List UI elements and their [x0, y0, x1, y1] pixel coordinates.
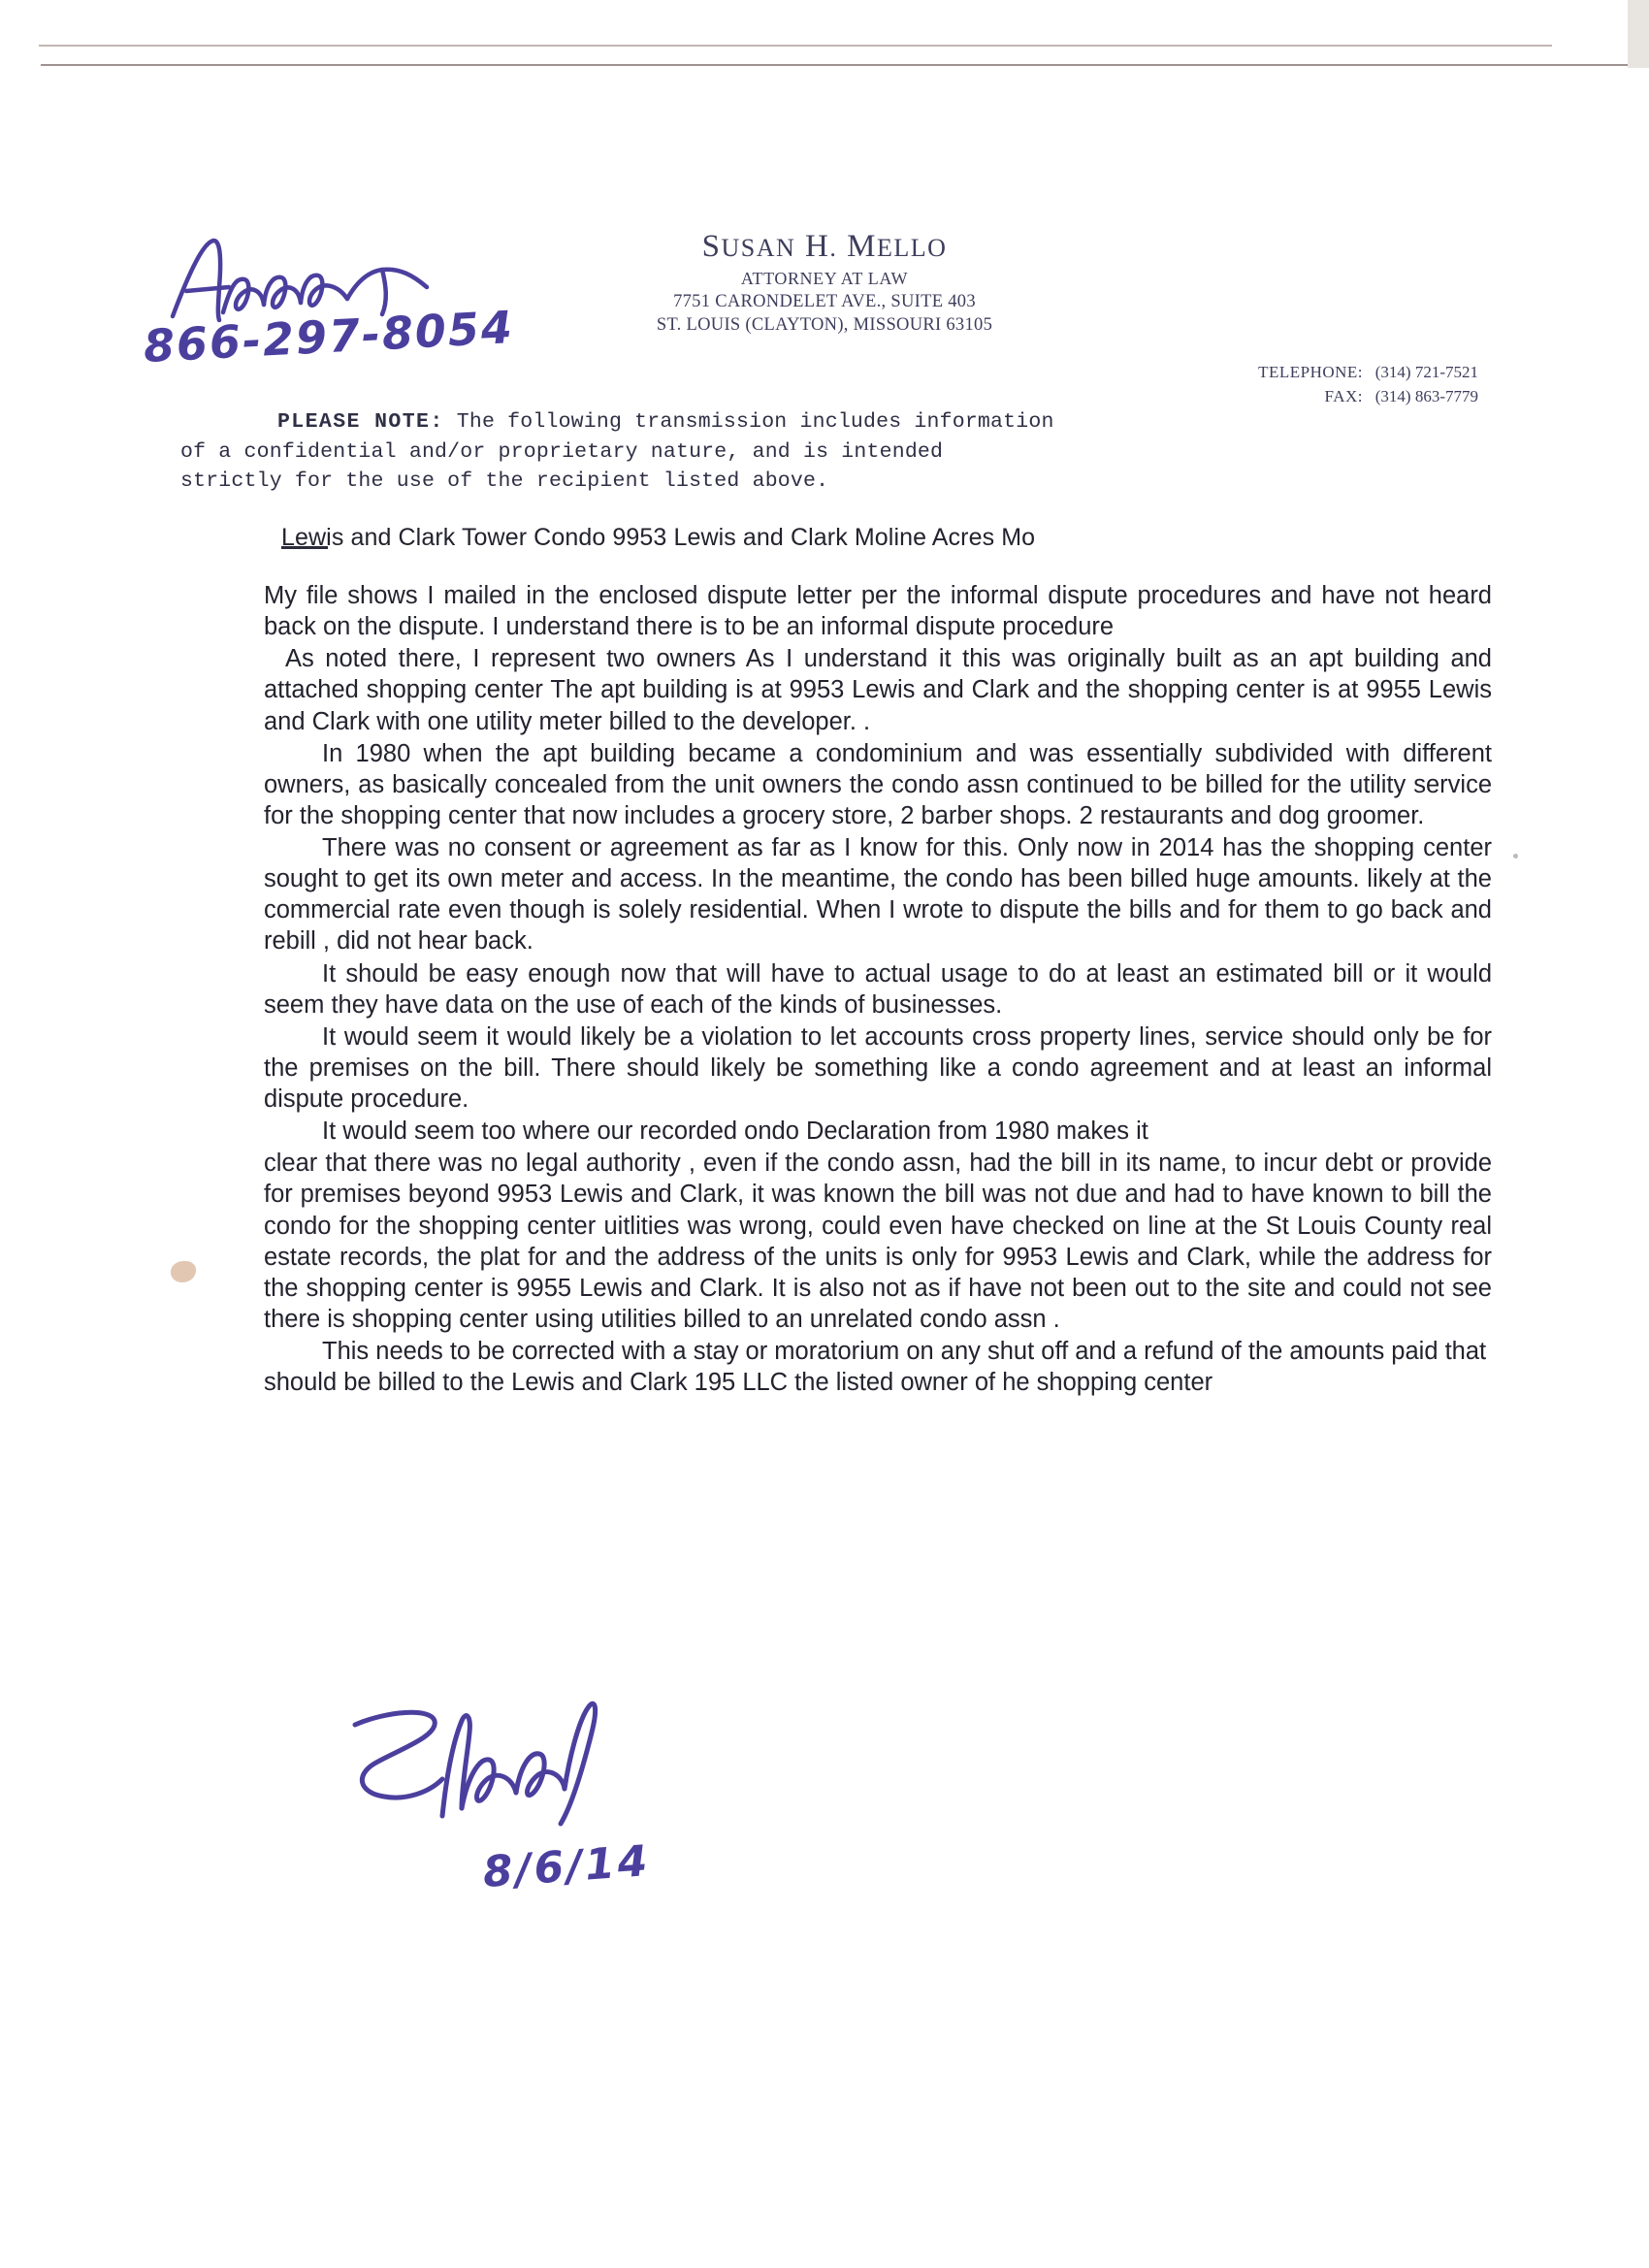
- fax-label: FAX:: [1324, 386, 1364, 405]
- fax-value: (314) 863-7779: [1374, 386, 1478, 405]
- fax-row: [1258, 385, 1478, 409]
- attorney-name: SUSAN H. MELLO: [701, 229, 948, 264]
- scan-dot-artifact: [1513, 854, 1518, 859]
- scan-artifact-line-lower: [41, 64, 1632, 66]
- body-paragraph-7: It would seem too where our recorded ondo Declaration from 1980 makes it: [322, 1118, 1148, 1146]
- letterhead: [0, 229, 1649, 336]
- scan-top-margin: [0, 0, 1649, 68]
- contact-block: [1258, 361, 1478, 408]
- telephone-row: [1258, 361, 1478, 385]
- body-paragraph-1: My file shows I mailed in the enclosed dispute letter per the informal dispute procedures and have not heard back on the dispute. I understand there is to be an informal dispute procedure: [264, 582, 1492, 641]
- confidentiality-line-1: [180, 407, 1471, 437]
- confidentiality-note: [180, 407, 1471, 497]
- body-paragraph-8: clear that there was no legal authority , even if the condo assn, had the bill in its name, to incur debt or provide for premises beyond 9953 Lewis and Clark, it was known the bill was not due and had to have known to bill the condo for the shopping center uitlities was wrong, could even have checked on line at the St Louis County real estate records, the plat for and the address of the units is only for 9953 Lewis and Clark, while the address for the shopping center is 9955 Lewis and Clark. It is also not as if have not been out to the site and could not see there is shopping center using utilities billed to an unrelated condo assn .: [264, 1150, 1492, 1333]
- body-paragraph-9: This needs to be corrected with a stay or moratorium on any shut off and a refund of the amounts paid that should be billed to the Lewis and Clark 195 LLC the listed owner of he shopping center: [264, 1338, 1487, 1397]
- confidentiality-line-2: of a confidential and/or proprietary nature, and is intended: [180, 439, 944, 464]
- handwritten-phone-number: 866-297-8054: [142, 301, 516, 373]
- confidentiality-text-1: The following transmission includes information: [456, 410, 1054, 434]
- body-paragraph-2: As noted there, I represent two owners As I understand it this was originally built as an apt building and attached shopping center The apt building is at 9953 Lewis and Clark and the shopping center is at 9955 Lewis and Clark with one utility meter billed to the developer. .: [264, 645, 1492, 735]
- body-paragraph-6: It would seem it would likely be a violation to let accounts cross property lines, service should only be for the premises on the bill. There should likely be something like a condo agreement and at least an informal dispute procedure.: [264, 1022, 1492, 1113]
- subject-line: Lewis and Clark Tower Condo 9953 Lewis and Clark Moline Acres Mo: [281, 524, 1036, 551]
- address-line-2: ST. LOUIS (CLAYTON), MISSOURI 63105: [656, 315, 993, 335]
- scan-artifact-line-upper: [39, 45, 1552, 47]
- body-paragraph-5: It should be easy enough now that will have to actual usage to do at least an estimated bill or it would seem they have data on the use of each of the kinds of businesses.: [264, 959, 1492, 1019]
- attorney-title: ATTORNEY AT LAW: [740, 269, 909, 288]
- confidentiality-heading: PLEASE NOTE:: [277, 410, 444, 434]
- confidentiality-line-3: strictly for the use of the recipient listed above.: [180, 470, 829, 494]
- telephone-value: (314) 721-7521: [1374, 363, 1478, 381]
- body-paragraph-3: In 1980 when the apt building became a condominium and was essentially subdivided with different owners, as basically concealed from the unit owners the condo assn continued to be billed for the utility service for the shopping center that now includes a grocery store, 2 barber shops. 2 restaurants and dog groomer.: [264, 739, 1492, 829]
- scan-edge-right: [1628, 0, 1649, 74]
- body-paragraph-4: There was no consent or agreement as far as I know for this. Only now in 2014 has the shopping center sought to get its own meter and access. In the meantime, the condo has been billed huge amounts. likely at the commercial rate even though is solely residential. When I wrote to dispute the bills and for them to go back and rebill , did not hear back.: [264, 834, 1492, 956]
- address-line-1: 7751 CARONDELET AVE., SUITE 403: [673, 292, 976, 311]
- telephone-label: TELEPHONE:: [1258, 363, 1364, 381]
- handwritten-date: 8/6/14: [481, 1836, 652, 1897]
- letter-body: [264, 580, 1492, 1399]
